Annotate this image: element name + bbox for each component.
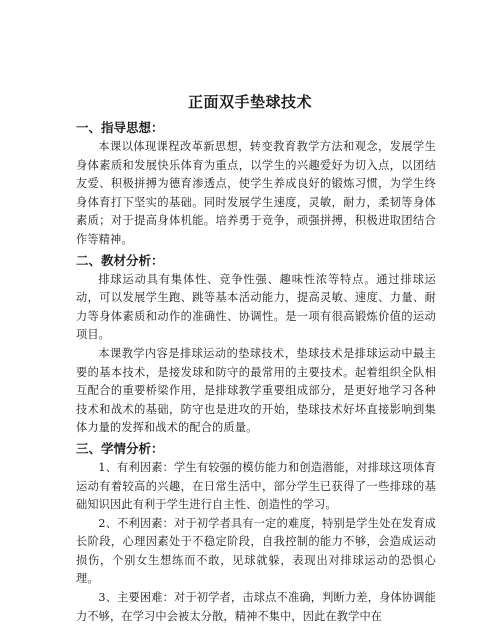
document-body [76, 117, 436, 626]
paragraph: 1、有利因素：学生有较强的模仿能力和创造潜能，对排球这项体育运动有着较高的兴趣，在日常生活中，部分学生已获得了一些排球的基础知识因此有利于学生进行自主性、创造性的学习。 [76, 460, 436, 512]
document-title: 正面双手垫球技术 [187, 93, 312, 111]
paragraph: 3、主要困难：对于初学者，击球点不准确，判断力差，身体协调能力不够，在学习中会被太分散，精神不集中，因此在教学中在 [76, 591, 436, 623]
paragraph: 本课教学内容是排球运动的垫球技术，垫球技术是排球运动中最主要的基本技术，是接发球和防守的最常用的主要技术。起着组织全队相互配合的重要桥梁作用，是排球教学重要组成部分，是更好地学习各种技术和战术的基础，防守也是进攻的开始，垫球技术好坏直接影响到集体力量的发挥和战术的配合的质量。 [76, 346, 436, 435]
section-heading-guiding-ideology: 一、指导思想： [76, 120, 164, 135]
paragraph: 2、不利因素：对于初学者具有一定的难度，特别是学生处在发育成长阶段，心理因素处于不稳定阶段，自我控制的能力不够，会造成运动损伤，个别女生想练而不敢，见球就躲，表现出对排球运动的恐惧心理。 [76, 516, 436, 586]
section-heading-student-analysis: 三、学情分析： [76, 440, 164, 456]
paragraph: 排球运动具有集体性、竞争性强、趣味性浓等特点。通过排球运动，可以发展学生跑、跳等基本活动能力，提高灵敏、速度、力量、耐力等身体素质和动作的准确性、协调性。是一项有很高锻炼价值的运动项目。 [76, 272, 436, 342]
section-heading-material-analysis: 二、教材分析： [76, 252, 164, 268]
paragraph: 本课以体现课程改革新思想，转变教育教学方法和观念，发展学生身体素质和发展快乐体育为重点，以学生的兴趣爱好为切入点，以团结友爱、积极拼搏为德育渗透点，使学生养成良好的锻炼习惯，为学生终身体育打下坚实的基础。同时发展学生速度，灵敏，耐力，柔韧等身体素质；对于提高身体机能。培养勇于竞争，顽强拼搏，积极进取团结合作等精神。 [76, 140, 436, 246]
